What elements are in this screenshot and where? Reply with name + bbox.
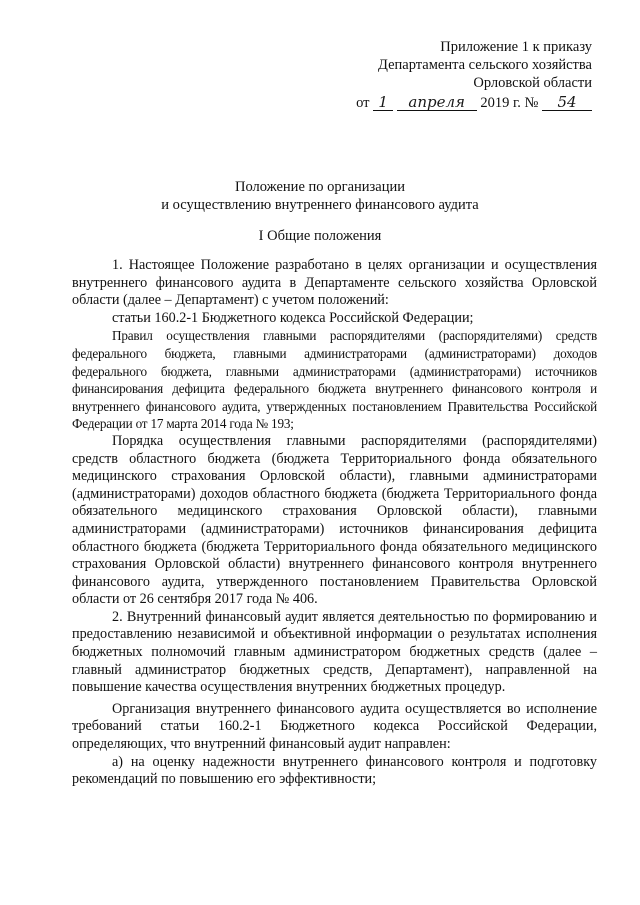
title-line-1: Положение по организации <box>235 179 405 195</box>
paragraph: 2. Внутренний финансовый аудит является деятельностью по формированию и предоставлению независимой и объективной информации о результатах исполнения бюджетных полномочий главным администратором бюджетных средств (далее – главный администратор бюджетных средств, Департамент), направленной на повышение качества осуществления внутренних бюджетных процедур. <box>72 608 597 696</box>
appendix-line-3: Орловской области <box>473 75 592 91</box>
paragraph: а) на оценку надежности внутреннего финансового контроля и подготовку рекомендаций по повышению его эффективности; <box>72 753 597 788</box>
date-year: 2019 г. № <box>480 95 539 111</box>
date-prefix: от <box>356 95 370 111</box>
appendix-line-1: Приложение 1 к приказу <box>440 39 592 55</box>
section-heading: I Общие положения <box>258 228 382 244</box>
order-date-line <box>356 94 592 112</box>
handwritten-day: 1 <box>373 94 393 111</box>
paragraph: 1. Настоящее Положение разработано в целях организации и осуществления внутреннего финансового аудита в Департаменте сельского хозяйства Орловской области (далее – Департамент) с учетом положений: <box>72 257 597 309</box>
document-body <box>72 257 597 789</box>
appendix-line-2: Департамента сельского хозяйства <box>378 57 592 73</box>
title-line-2: и осуществлению внутреннего финансового аудита <box>161 197 479 213</box>
handwritten-month: апреля <box>397 94 477 111</box>
paragraph: Порядка осуществления главными распорядителями (распорядителями) средств областного бюджета (бюджета Территориального фонда обязательного медицинского страхования Орловской области), главными администраторами (администраторами) доходов областного бюджета (бюджета Территориального фонда обязательного медицинского страхования Орловской области), главными администраторами (администраторами) источников финансирования дефицита областного бюджета (бюджета Территориального фонда обязательного медицинского страхования Орловской области) внутреннего финансового контроля внутреннего финансового аудита, утвержденного постановлением Правительства Орловской области от 26 сентября 2017 года № 406. <box>72 432 597 608</box>
document-title <box>0 178 640 214</box>
appendix-header <box>356 38 592 112</box>
paragraph: статьи 160.2-1 Бюджетного кодекса Российской Федерации; <box>112 309 474 326</box>
paragraph: Организация внутреннего финансового аудита осуществляется во исполнение требований статьи 160.2-1 Бюджетного кодекса Российской Федерации, определяющих, что внутренний финансовый аудит направлен: <box>72 700 597 753</box>
paragraph: Правил осуществления главными распорядителями (распорядителями) средств федерального бюджета, главными администраторами (администраторами) доходов федерального бюджета, главными администраторами (администраторами) источников финансирования дефицита федерального бюджета внутреннего финансового контроля и внутреннего финансового аудита, утвержденных постановлением Правительства Российской Федерации от 17 марта 2014 года № 193; <box>72 328 597 432</box>
handwritten-order-number: 54 <box>542 94 592 111</box>
